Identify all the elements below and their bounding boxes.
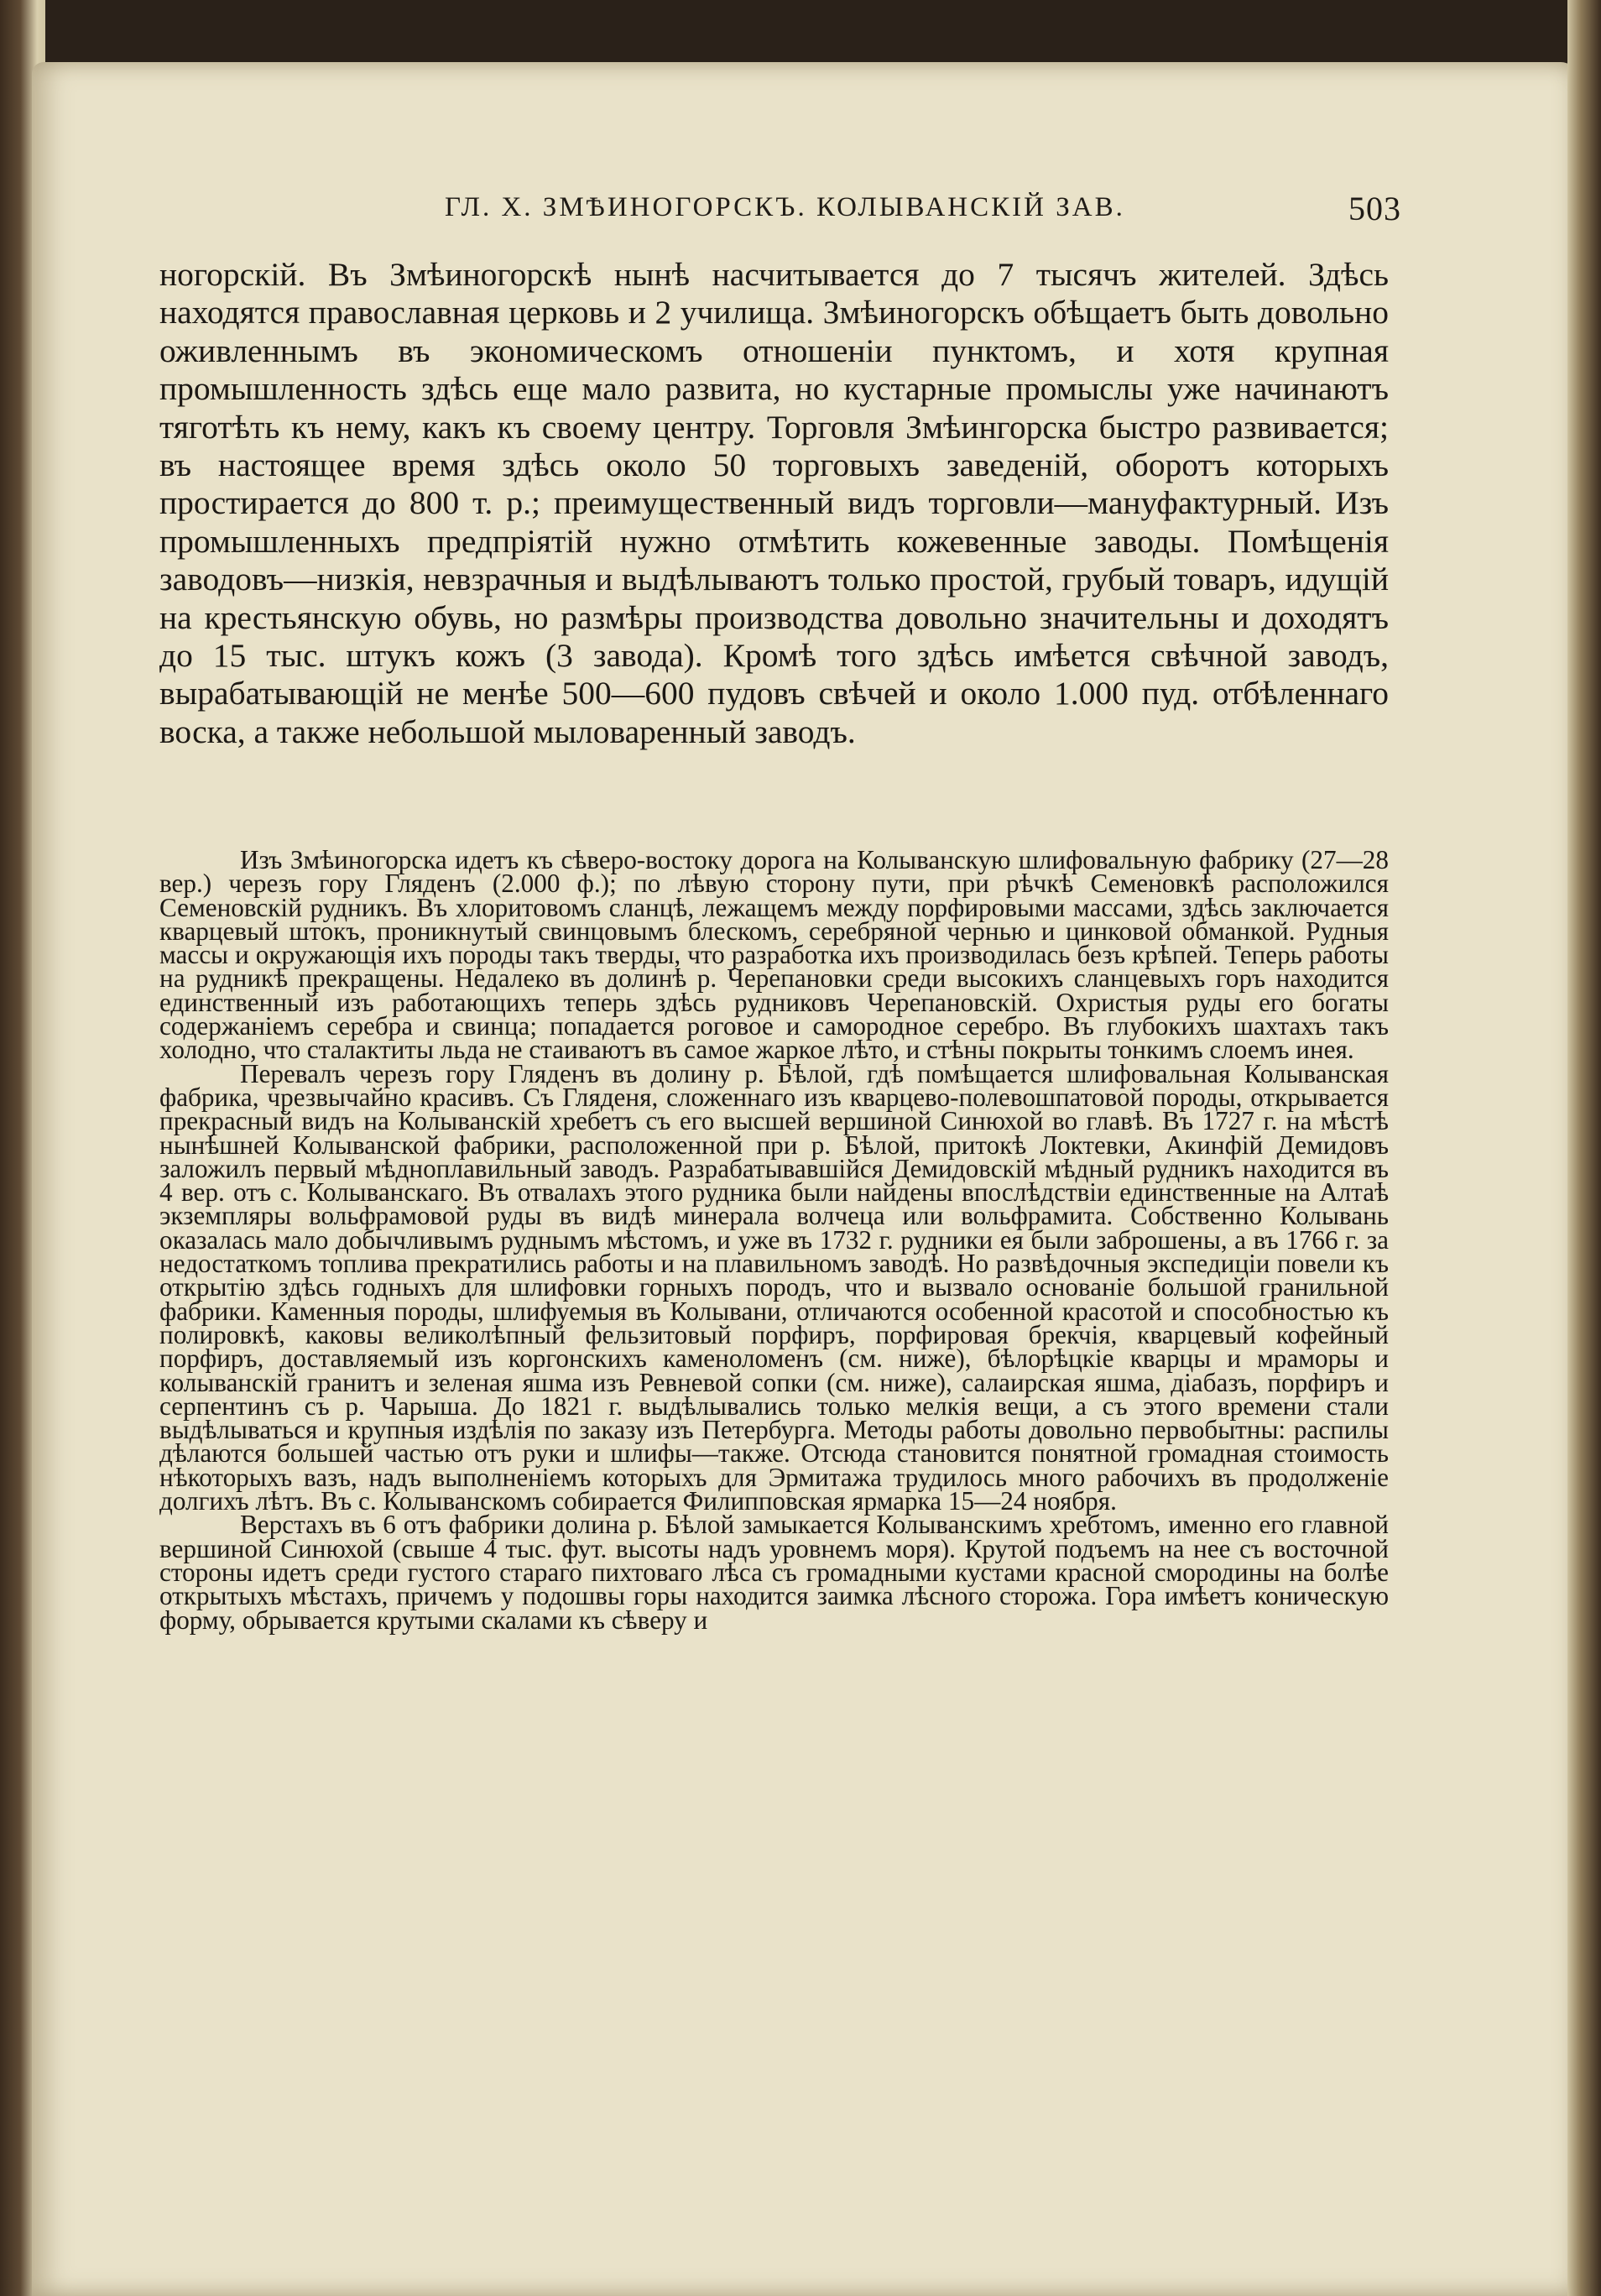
paragraph-sinyukha: Верстахъ въ 6 отъ фабрики долина р. Бѣлой замыкается Колыванскимъ хребтомъ, именно его главной вершиной Синюхой (свыше 4 тыс. фут. высоты надъ уровнемъ моря). Крутой подъемъ на нее съ восточной стороны идетъ среди густого стараго пихтоваго лѣса съ громадными кустами красной смородины на болѣе открытыхъ мѣстахъ, причемъ у подошвы горы находится заимка лѣсного сторожа. Гора имѣетъ коническую форму, обрывается крутыми скалами къ сѣверу и	[159, 1510, 1389, 1635]
small-print-section	[159, 845, 1389, 1635]
page-number: 503	[1348, 190, 1401, 227]
paragraph-kolyvan-road: Изъ Змѣиногорска идетъ къ сѣверо-востоку дорога на Колыванскую шлифовальную фабрику (27—28 вер.) черезъ гору Гляденъ (2.000 ф.); по лѣвую сторону пути, при рѣчкѣ Семеновкѣ расположился Семеновскій рудникъ. Въ хлоритовомъ сланцѣ, лежащемъ между порфировыми массами, здѣсь заключается кварцевый штокъ, проникнутый свинцовымъ блескомъ, серебряной чернью и цинковой обманкой. Рудныя массы и окружающія ихъ породы такъ тверды, что разработка ихъ производилась безъ крѣпей. Теперь работы на рудникѣ прекращены. Недалеко въ долинѣ р. Черепановки среди высокихъ сланцевыхъ горъ находится единственный изъ работающихъ теперь здѣсь рудниковъ Черепановскій. Охристыя руды его богаты содержаніемъ серебра и свинца; попадается роговое и самородное серебро. Въ глубокихъ шахтахъ такъ холодно, что сталактиты льда не стаиваютъ въ самое жаркое лѣто, и стѣны покрыты тонкимъ слоемъ инея.	[159, 845, 1389, 1065]
running-head: ГЛ. X. ЗМѢИНОГОРСКЪ. КОЛЫВАНСКІЙ ЗАВ.	[445, 192, 1125, 222]
page-header	[193, 189, 1401, 239]
book-fore-edge	[1567, 0, 1601, 2296]
paragraph-main: ногорскій. Въ Змѣиногорскѣ нынѣ насчитывается до 7 тысячъ жителей. Здѣсь находятся православная церковь и 2 училища. Змѣиногорскъ обѣщаетъ быть довольно оживленнымъ въ экономическомъ отношеніи пунктомъ, и хотя крупная промышленность здѣсь еще мало развита, но кустарные промыслы уже начинаютъ тяготѣть къ нему, какъ къ своему центру. Торговля Змѣингорска быстро развивается; въ настоящее время здѣсь около 50 торговыхъ заведеній, оборотъ которыхъ простирается до 800 т. р.; преимущественный видъ торговли—мануфактурный. Изъ промышленныхъ предпріятій нужно отмѣтить кожевенные заводы. Помѣщенія заводовъ—низкія, невзрачныя и выдѣлываютъ только простой, грубый товаръ, идущій на крестьянскую обувь, но размѣры производства довольно значительны и доходятъ до 15 тыс. штукъ кожъ (3 завода). Кромѣ того здѣсь имѣется свѣчной заводъ, вырабатывающій не менѣе 500—600 пудовъ свѣчей и около 1.000 пуд. отбѣленнаго воска, а также небольшой мыловаренный заводъ.	[159, 256, 1389, 750]
paragraph-kolyvan-factory: Перевалъ черезъ гору Гляденъ въ долину р. Бѣлой, гдѣ помѣщается шлифовальная Колыванская фабрика, чрезвычайно красивъ. Съ Гляденя, сложеннаго изъ кварцево-полевошпатовой породы, открывается прекрасный видъ на Колыванскій хребетъ съ его высшей вершиной Синюхой во главѣ. Въ 1727 г. на мѣстѣ нынѣшней Колыванской фабрики, расположенной при р. Бѣлой, притокѣ Локтевки, Акинфій Демидовъ заложилъ первый мѣдноплавильный заводъ. Разрабатывавшійся Демидовскій мѣдный рудникъ находится въ 4 вер. отъ с. Колыванскаго. Въ отвалахъ этого рудника были найдены впослѣдствіи единственные на Алтаѣ экземпляры вольфрамовой руды въ видѣ минерала волчеца или вольфрамита. Собственно Колывань оказалась мало добычливымъ руднымъ мѣстомъ, и уже въ 1732 г. рудники ея были заброшены, а въ 1766 г. за недостаткомъ топлива прекратились работы и на плавильномъ заводѣ. Но развѣдочныя экспедиціи повели къ открытію здѣсь годныхъ для шлифовки горныхъ породъ, что и вызвало основаніе большой гранильной фабрики. Каменныя породы, шлифуемыя въ Колывани, отличаются особенной красотой и способностью къ полировкѣ, каковы великолѣпный фельзитовый порфиръ, порфировая брекчія, кварцевый кофейный порфиръ, доставляемый изъ коргонскихъ каменоломенъ (см. ниже), бѣлорѣцкіе кварцы и мраморы и колыванскій гранитъ и зеленая яшма изъ Ревневой сопки (см. ниже), салаирская яшма, діабазъ, порфиръ и серпентинъ съ р. Чарыша. До 1821 г. выдѣлывались только мелкія вещи, а съ этого времени стали выдѣлываться и крупныя издѣлія по заказу изъ Петербурга. Методы работы довольно первобытны: распилы дѣлаются большей частью отъ руки и шлифы—также. Отсюда становится понятной громадная стоимость нѣкоторыхъ вазъ, надъ выполненіемъ которыхъ для Эрмитажа трудилось много рабочихъ въ продолженіе долгихъ лѣтъ. Въ с. Колыванскомъ собирается Филипповская ярмарка 15—24 ноября.	[159, 1058, 1389, 1516]
